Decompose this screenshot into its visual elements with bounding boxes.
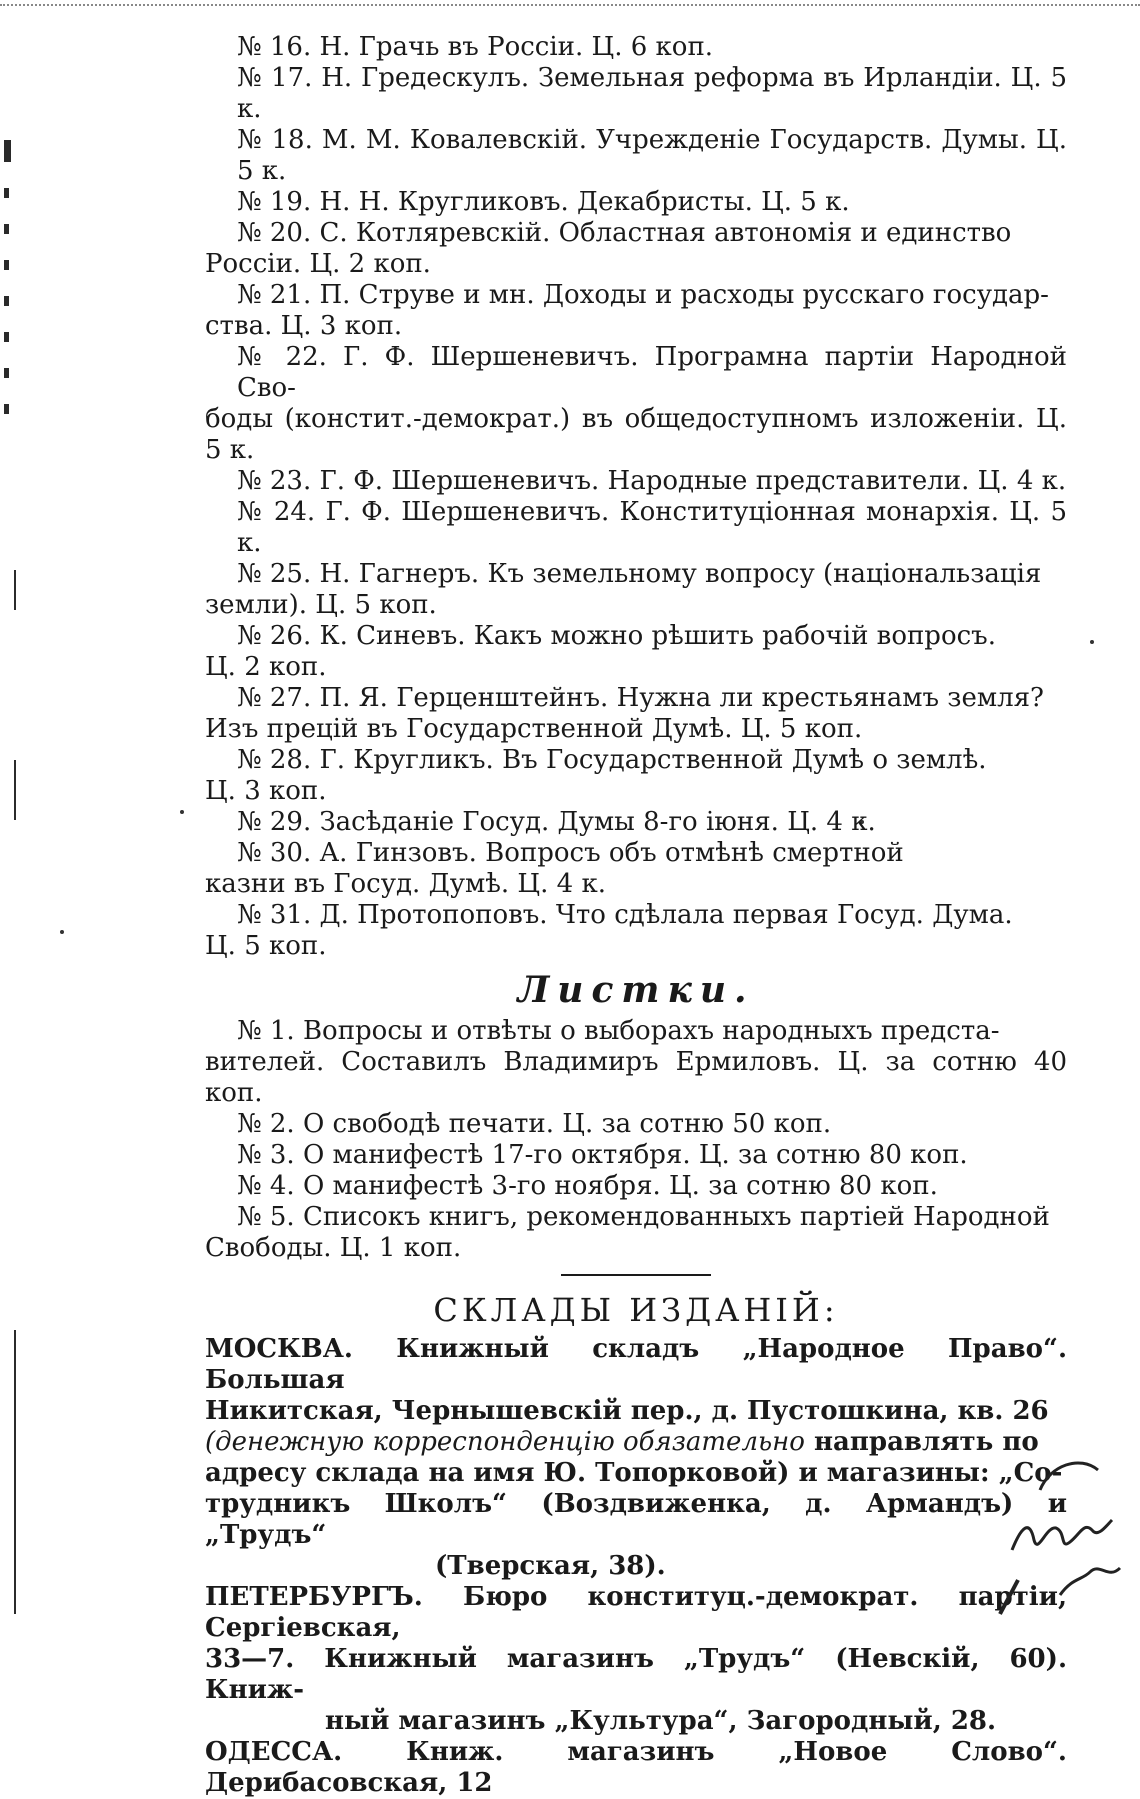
ink-speck <box>1090 640 1094 644</box>
list-item <box>205 1202 1067 1264</box>
list-item <box>205 1171 1067 1202</box>
list-item <box>205 466 1067 497</box>
entry-line: № 21. П. Струве и мн. Доходы и расходы русскаго государ- <box>237 280 1049 310</box>
entry-continuation: Ц. 5 коп. <box>205 931 327 961</box>
list-item <box>205 1140 1067 1171</box>
entry-line: № 4. О манифестѣ 3-го ноября. Ц. за сотню 80 коп. <box>237 1171 938 1201</box>
entry-line: № 5. Списокъ книгъ, рекомендованныхъ партіей Народной <box>237 1202 1050 1232</box>
depot-line: МОСКВА. Книжный складъ „Народное Право“. Большая <box>205 1334 1067 1395</box>
list-item <box>205 497 1067 559</box>
depot-line: (Тверская, 38). <box>435 1551 666 1581</box>
depot-moscow <box>205 1334 1067 1582</box>
depots-list <box>205 1334 1067 1799</box>
list-item <box>205 32 1067 63</box>
entry-continuation: ства. Ц. 3 коп. <box>205 311 403 341</box>
text-column <box>205 32 1067 1799</box>
list-item <box>205 1016 1067 1109</box>
depot-bold-note: направлять по <box>804 1427 1039 1457</box>
margin-mark <box>4 224 9 234</box>
entry-continuation: Изъ прецій въ Государственной Думѣ. Ц. 5 коп. <box>205 714 863 744</box>
depot-line: ПЕТЕРБУРГЪ. Бюро конституц.-демократ. партіи, Сергіевская, <box>205 1582 1067 1643</box>
depot-odessa <box>205 1737 1067 1799</box>
entry-line: № 23. Г. Ф. Шершеневичъ. Народные представители. Ц. 4 к. <box>237 466 1067 496</box>
handwritten-note-mark <box>1000 1430 1140 1614</box>
entry-line: № 22. Г. Ф. Шершеневичъ. Програмна партіи Народной Сво- <box>237 342 1067 403</box>
entry-line: № 17. Н. Гредескулъ. Земельная реформа въ Ирландіи. Ц. 5 к. <box>237 63 1067 124</box>
depot-line: Никитская, Чернышевскій пер., д. Пустошкина, кв. 26 <box>205 1396 1049 1426</box>
list-item <box>205 218 1067 280</box>
depot-line <box>205 1427 1067 1458</box>
entry-line: № 29. Засѣданіе Госуд. Думы 8-го іюня. Ц. 4 к. <box>237 807 876 837</box>
entry-continuation: земли). Ц. 5 коп. <box>205 590 437 620</box>
leaflets-heading: Листки. <box>517 969 755 1011</box>
margin-mark <box>4 404 9 414</box>
depot-line: ный магазинъ „Культура“, Загородный, 28. <box>325 1706 997 1736</box>
list-item <box>205 745 1067 807</box>
entry-line: № 3. О манифестѣ 17-го октября. Ц. за сотню 80 коп. <box>237 1140 968 1170</box>
entry-line: № 30. А. Гинзовъ. Вопросъ объ отмѣнѣ смертной <box>237 838 904 868</box>
margin-mark <box>4 368 9 378</box>
list-item <box>205 683 1067 745</box>
section-divider <box>561 1274 711 1276</box>
list-item <box>205 280 1067 342</box>
list-item <box>205 1109 1067 1140</box>
entry-line: № 18. М. М. Ковалевскій. Учрежденіе Государств. Думы. Ц. 5 к. <box>237 125 1067 186</box>
list-item <box>205 621 1067 683</box>
ink-speck <box>180 810 184 814</box>
entry-continuation: Ц. 3 коп. <box>205 776 327 806</box>
list-item <box>205 838 1067 900</box>
entry-line: № 19. Н. Н. Кругликовъ. Декабристы. Ц. 5 к. <box>237 187 850 217</box>
leaflets-list <box>205 1016 1067 1264</box>
entry-line: № 24. Г. Ф. Шершеневичъ. Конституціонная монархія. Ц. 5 к. <box>237 497 1067 558</box>
entry-continuation: Свободы. Ц. 1 коп. <box>205 1233 462 1263</box>
entry-line: № 27. П. Я. Герценштейнъ. Нужна ли крестьянамъ земля? <box>237 683 1044 713</box>
list-item <box>205 807 1067 838</box>
margin-mark <box>4 188 9 198</box>
top-dotted-rule <box>0 4 1140 6</box>
depot-line: 33—7. Книжный магазинъ „Трудъ“ (Невскій, 60). Книж- <box>205 1644 1067 1705</box>
depot-italic-note: (денежную корреспонденцію обязательно <box>205 1427 805 1457</box>
depot-petersburg <box>205 1582 1067 1737</box>
entry-continuation: боды (констит.-демократ.) въ общедоступномъ изложеніи. Ц. 5 к. <box>205 404 1067 465</box>
margin-rule <box>14 570 16 610</box>
margin-mark <box>4 332 9 342</box>
list-item <box>205 125 1067 187</box>
entry-continuation: казни въ Госуд. Думѣ. Ц. 4 к. <box>205 869 606 899</box>
list-item <box>205 63 1067 125</box>
depot-line: ОДЕССА. Книж. магазинъ „Новое Слово“. Дерибасовская, 12 <box>205 1737 1067 1798</box>
left-margin-marks <box>0 140 18 480</box>
ink-speck <box>60 930 64 934</box>
depot-line: адресу склада на имя Ю. Топорковой) и магазины: „Со- <box>205 1458 1063 1488</box>
entry-continuation: Россіи. Ц. 2 коп. <box>205 249 431 279</box>
list-item <box>205 187 1067 218</box>
list-item <box>205 900 1067 962</box>
list-item <box>205 342 1067 466</box>
depots-heading: СКЛАДЫ ИЗДАНІЙ: <box>433 1291 839 1329</box>
entry-line: № 25. Н. Гагнеръ. Къ земельному вопросу (національзація <box>237 559 1042 589</box>
margin-rule <box>14 760 16 820</box>
entry-line: № 28. Г. Кругликъ. Въ Государственной Думѣ о землѣ. <box>237 745 987 775</box>
entry-continuation: Ц. 2 коп. <box>205 652 327 682</box>
entry-line: № 1. Вопросы и отвѣты о выборахъ народныхъ предста- <box>237 1016 1000 1046</box>
entry-line: № 16. Н. Грачь въ Россіи. Ц. 6 коп. <box>237 32 714 62</box>
list-item <box>205 559 1067 621</box>
publication-list <box>205 32 1067 962</box>
entry-line: № 26. К. Синевъ. Какъ можно рѣшить рабочій вопросъ. <box>237 621 996 651</box>
entry-line: № 31. Д. Протопоповъ. Что сдѣлала первая Госуд. Дума. <box>237 900 1013 930</box>
margin-mark <box>4 296 9 306</box>
margin-rule <box>14 1330 16 1614</box>
depot-line: трудникъ Школъ“ (Воздвиженка, д. Армандъ) и „Трудъ“ <box>205 1489 1067 1550</box>
entry-continuation: вителей. Составилъ Владимиръ Ермиловъ. Ц. за сотню 40 коп. <box>205 1047 1067 1108</box>
margin-mark <box>4 260 9 270</box>
entry-line: № 2. О свободѣ печати. Ц. за сотню 50 коп. <box>237 1109 832 1139</box>
entry-line: № 20. С. Котляревскій. Областная автономія и единство <box>237 218 1012 248</box>
margin-mark <box>4 140 11 162</box>
